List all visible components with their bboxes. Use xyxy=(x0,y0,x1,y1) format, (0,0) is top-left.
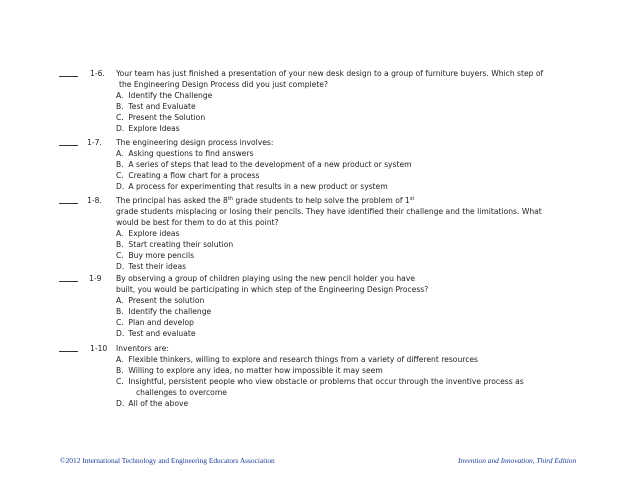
option-b[interactable] xyxy=(116,239,586,250)
stem-line: built, you would be participating in which step of the Engineering Design Process? xyxy=(116,285,429,294)
stem-line: would be best for them to do at this point? xyxy=(116,218,279,227)
option-letter: A. xyxy=(116,149,124,158)
option-text: Creating a flow chart for a process xyxy=(128,171,260,180)
stem-line: the Engineering Design Process did you just complete? xyxy=(119,80,329,89)
option-letter: B. xyxy=(116,307,124,316)
ordinal-suffix: st xyxy=(409,196,415,202)
option-a[interactable] xyxy=(116,354,586,365)
stem-line: Your team has just finished a presentation of your new desk design to a group of furniture buyers. Which step of xyxy=(116,69,544,78)
answer-blank[interactable] xyxy=(59,343,78,354)
option-c[interactable] xyxy=(116,250,586,261)
option-letter: C. xyxy=(116,113,124,122)
answer-options xyxy=(116,148,586,192)
question-stem xyxy=(116,273,586,295)
option-text: challenges to overcome xyxy=(136,388,227,397)
question-number: 1-8. xyxy=(87,196,102,205)
option-d[interactable] xyxy=(116,261,586,272)
option-text: Identify the challenge xyxy=(128,307,212,316)
option-text: Present the solution xyxy=(128,296,205,305)
stem-line: The engineering design process involves: xyxy=(116,138,274,147)
option-letter: C. xyxy=(116,377,124,386)
question-number: 1-9 xyxy=(89,274,102,283)
option-text: Explore Ideas xyxy=(128,124,180,133)
answer-options xyxy=(116,90,586,134)
option-b[interactable] xyxy=(116,101,586,112)
option-a[interactable] xyxy=(116,295,586,306)
question-number: 1-10 xyxy=(90,344,108,353)
answer-blank[interactable] xyxy=(59,273,78,284)
copyright-footer: ©2012 International Technology and Engineering Educators Association xyxy=(60,456,275,465)
option-text: Start creating their solution xyxy=(128,240,234,249)
option-text: All of the above xyxy=(128,399,189,408)
option-text: A series of steps that lead to the development of a new product or system xyxy=(128,160,412,169)
option-letter: A. xyxy=(116,229,124,238)
book-title-footer: Invention and Innovation, Third Edition xyxy=(458,456,577,465)
option-text: Asking questions to find answers xyxy=(128,149,254,158)
answer-blank[interactable] xyxy=(59,137,78,148)
option-text: A process for experimenting that results in a new product or system xyxy=(128,182,388,191)
option-c-continuation xyxy=(116,387,586,398)
ordinal-suffix: th xyxy=(227,196,234,202)
option-a[interactable] xyxy=(116,90,586,101)
question-number: 1-7. xyxy=(87,138,102,147)
option-b[interactable] xyxy=(116,159,586,170)
question-stem xyxy=(116,195,586,228)
option-letter: B. xyxy=(116,366,124,375)
option-text: Test their ideas xyxy=(128,262,187,271)
option-d[interactable] xyxy=(116,328,586,339)
stem-line: Inventors are: xyxy=(116,344,169,353)
option-text: Flexible thinkers, willing to explore and research things from a variety of different resources xyxy=(128,355,479,364)
option-letter: B. xyxy=(116,160,124,169)
option-letter: C. xyxy=(116,171,124,180)
option-b[interactable] xyxy=(116,365,586,376)
option-letter: B. xyxy=(116,240,124,249)
option-letter: C. xyxy=(116,251,124,260)
option-d[interactable] xyxy=(116,398,586,409)
option-text: Test and Evaluate xyxy=(128,102,196,111)
option-c[interactable] xyxy=(116,112,586,123)
option-d[interactable] xyxy=(116,181,586,192)
question-stem xyxy=(116,68,586,90)
option-letter: D. xyxy=(116,182,125,191)
question-stem xyxy=(116,343,586,354)
stem-line xyxy=(116,195,586,206)
option-c[interactable] xyxy=(116,317,586,328)
option-a[interactable] xyxy=(116,228,586,239)
option-letter: C. xyxy=(116,318,124,327)
option-letter: D. xyxy=(116,124,125,133)
option-text: Explore ideas xyxy=(128,229,180,238)
option-letter: D. xyxy=(116,399,125,408)
option-letter: A. xyxy=(116,355,124,364)
option-text: Plan and develop xyxy=(128,318,194,327)
option-text: Present the Solution xyxy=(128,113,206,122)
option-d[interactable] xyxy=(116,123,586,134)
stem-text: grade students to help solve the problem of 1 xyxy=(233,196,410,205)
answer-options xyxy=(116,228,586,272)
option-c[interactable] xyxy=(116,376,586,387)
option-text: Buy more pencils xyxy=(128,251,195,260)
option-letter: A. xyxy=(116,296,124,305)
option-text: Test and evaluate xyxy=(128,329,196,338)
answer-options xyxy=(116,354,586,409)
stem-text: The principal has asked the 8 xyxy=(116,196,228,205)
question-stem xyxy=(116,137,586,148)
stem-line: grade students misplacing or losing their pencils. They have identified their challenge and the limitations. What xyxy=(116,207,542,216)
option-text: Insightful, persistent people who view obstacle or problems that occur through the inventive process as xyxy=(128,377,524,386)
answer-blank[interactable] xyxy=(59,68,78,79)
option-letter: D. xyxy=(116,329,125,338)
option-b[interactable] xyxy=(116,306,586,317)
answer-options xyxy=(116,295,586,339)
question-number: 1-6. xyxy=(90,69,105,78)
stem-line: By observing a group of children playing using the new pencil holder you have xyxy=(116,274,415,283)
option-text: Willing to explore any idea, no matter how impossible it may seem xyxy=(128,366,383,375)
option-letter: A. xyxy=(116,91,124,100)
option-c[interactable] xyxy=(116,170,586,181)
option-text: Identify the Challenge xyxy=(128,91,213,100)
option-letter: B. xyxy=(116,102,124,111)
option-letter: D. xyxy=(116,262,125,271)
option-a[interactable] xyxy=(116,148,586,159)
answer-blank[interactable] xyxy=(59,195,78,206)
